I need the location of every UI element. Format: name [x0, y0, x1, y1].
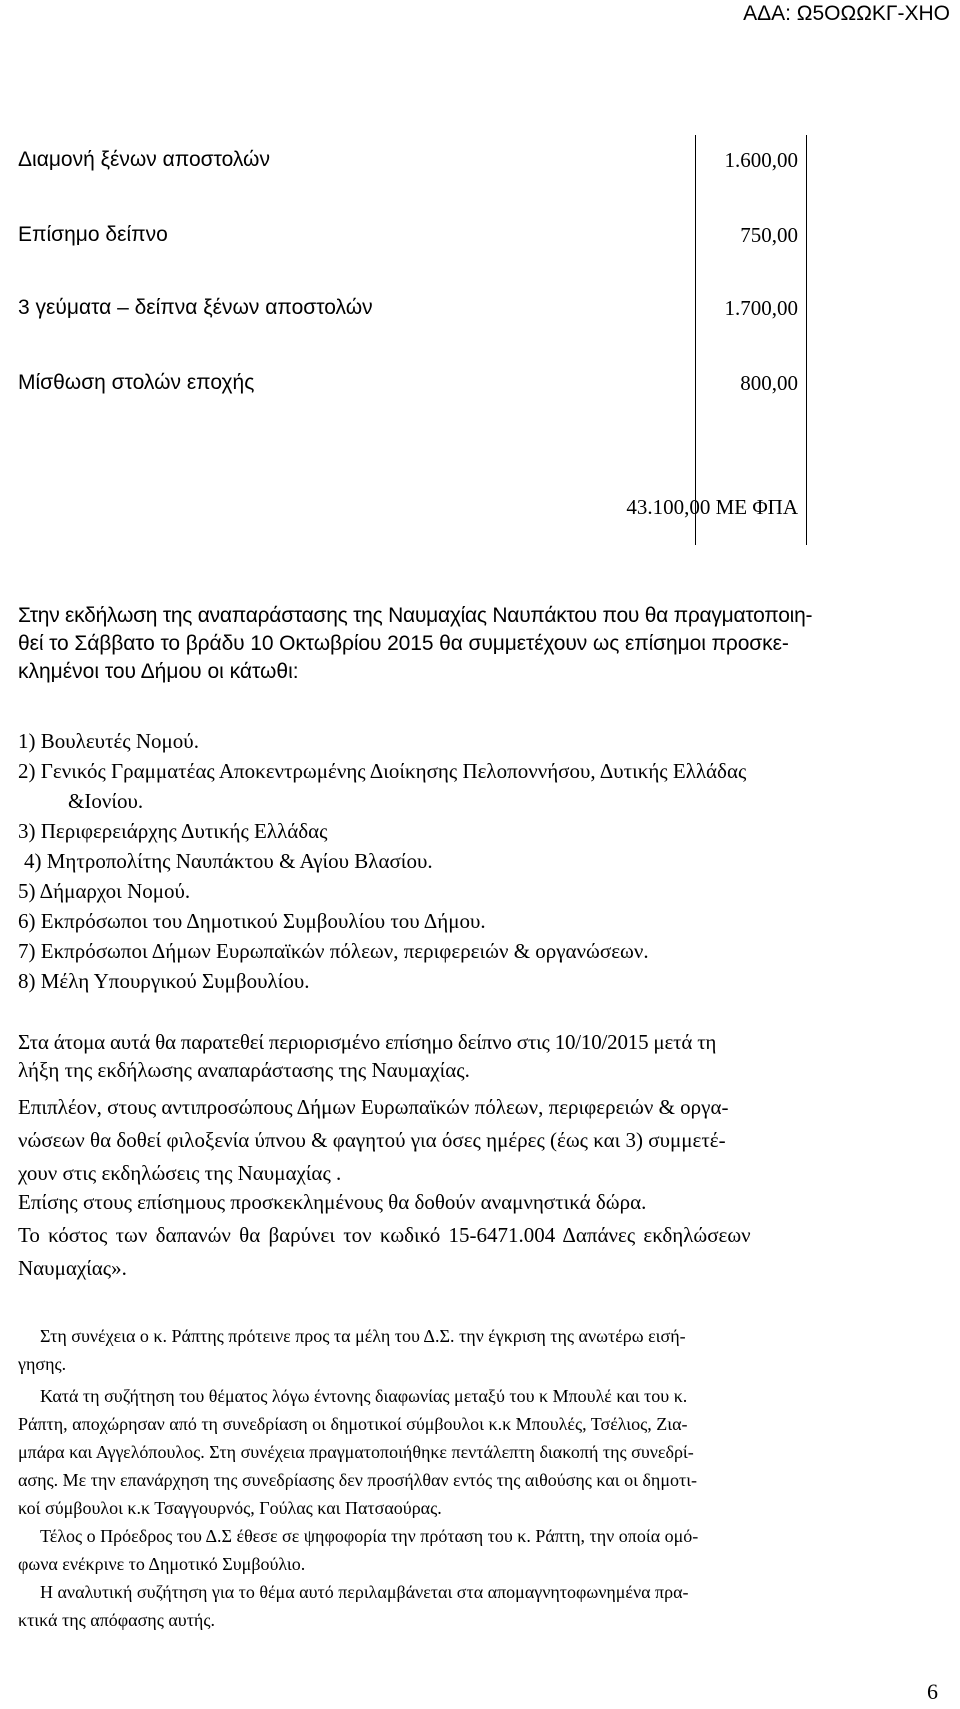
cost-label: Διαμονή ξένων αποστολών [18, 148, 270, 171]
text-line: θεί το Σάββατο το βράδυ 10 Οκτωβρίου 2015 θα συμμετέχουν ως επίσημοι προσκε- [18, 632, 789, 655]
table-border-left [695, 135, 696, 545]
list-item: 1) Βουλευτές Νομού. [18, 729, 199, 753]
list-item: 2) Γενικός Γραμματέας Αποκεντρωμένης Διοίκησης Πελοποννήσου, Δυτικής Ελλάδας [18, 759, 747, 783]
list-item: 6) Εκπρόσωποι του Δημοτικού Συμβουλίου του Δήμου. [18, 909, 486, 933]
list-item: 7) Εκπρόσωποι Δήμων Ευρωπαϊκών πόλεων, περιφερειών & οργανώσεων. [18, 939, 649, 963]
cost-row [18, 296, 798, 324]
text-line: Το κόστος των δαπανών θα βαρύνει τον κωδικό 15-6471.004 Δαπάνες εκδηλώσεων [18, 1223, 751, 1247]
hospitality-paragraph [18, 1093, 950, 1283]
guest-list [18, 726, 950, 996]
text-line: Επιπλέον, στους αντιπροσώπους Δήμων Ευρωπαϊκών πόλεων, περιφερειών & οργα- [18, 1095, 729, 1119]
list-item: 3) Περιφερειάρχης Δυτικής Ελλάδας [18, 819, 328, 843]
list-item: 5) Δήμαρχοι Νομού. [18, 879, 191, 903]
text-line: Τέλος ο Πρόεδρος του Δ.Σ έθεσε σε ψηφοφορία την πρόταση του κ. Ράπτη, την οποία ομό- [40, 1526, 699, 1546]
cost-label: 3 γεύματα – δείπνα ξένων αποστολών [18, 296, 373, 319]
list-item: 8) Μέλη Υπουργικού Συμβουλίου. [18, 969, 310, 993]
minutes-paragraph [18, 1322, 950, 1634]
text-line: χουν στις εκδηλώσεις της Ναυμαχίας . [18, 1161, 342, 1185]
ada-code: ΑΔΑ: Ω5ΟΩΩΚΓ-ΧΗΟ [743, 2, 950, 25]
text-line: γησης. [18, 1354, 67, 1374]
cost-amount: 1.600,00 [724, 148, 798, 172]
list-item: &Ιονίου. [68, 789, 144, 813]
text-line: Η αναλυτική συζήτηση για το θέμα αυτό περιλαμβάνεται στα απομαγνητοφωνημένα πρα- [40, 1582, 689, 1602]
text-line: Ναυμαχίας». [18, 1256, 127, 1280]
list-item: 4) Μητροπολίτης Ναυπάκτου & Αγίου Βλασίου. [24, 849, 433, 873]
cost-amount: 800,00 [740, 371, 798, 395]
cost-label: Επίσημο δείπνο [18, 223, 168, 246]
dinner-paragraph [18, 1028, 950, 1084]
cost-row [18, 148, 798, 176]
text-line: κτικά της απόφασης αυτής. [18, 1610, 215, 1630]
text-line: ασης. Με την επανάρχηση της συνεδρίασης δεν προσήλθαν εντός της αιθούσης και οι δημοτι- [18, 1470, 698, 1490]
intro-paragraph [18, 602, 950, 686]
cost-amount: 750,00 [740, 223, 798, 247]
cost-row [18, 371, 798, 399]
cost-label: Μίσθωση στολών εποχής [18, 371, 255, 394]
text-line: Στην εκδήλωση της αναπαράστασης της Ναυμαχίας Ναυπάκτου που θα πραγματοποιη- [18, 604, 813, 627]
text-line: Ράπτη, αποχώρησαν από τη συνεδρίαση οι δημοτικοί σύμβουλοι κ.κ Μπουλές, Τσέλιος, Ζια- [18, 1414, 688, 1434]
text-line: μπάρα και Αγγελόπουλος. Στη συνέχεια πραγματοποιήθηκε πεντάλεπτη διακοπή της συνεδρί- [18, 1442, 694, 1462]
text-line: Επίσης στους επίσημους προσκεκλημένους θα δοθούν αναμνηστικά δώρα. [18, 1190, 647, 1214]
text-line: κοί σύμβουλοι κ.κ Τσαγγουρνός, Γούλας και Πατσαούρας. [18, 1498, 442, 1518]
cost-amount: 1.700,00 [724, 296, 798, 320]
text-line: Στα άτομα αυτά θα παρατεθεί περιορισμένο επίσημο δείπνο στις 10/10/2015 μετά τη [18, 1030, 717, 1054]
text-line: λήξη της εκδήλωσης αναπαράστασης της Ναυμαχίας. [18, 1058, 470, 1082]
text-line: φωνα ενέκρινε το Δημοτικό Συμβούλιο. [18, 1554, 306, 1574]
table-border-right [806, 135, 807, 545]
text-line: Κατά τη συζήτηση του θέματος λόγω έντονης διαφωνίας μεταξύ του κ Μπουλέ και του κ. [40, 1386, 688, 1406]
cost-row [18, 223, 798, 251]
cost-total: 43.100,00 ΜΕ ΦΠΑ [626, 495, 798, 519]
text-line: κλημένοι του Δήμου οι κάτωθι: [18, 660, 299, 683]
text-line: νώσεων θα δοθεί φιλοξενία ύπνου & φαγητού για όσες ημέρες (έως και 3) συμμετέ- [18, 1128, 726, 1152]
text-line: Στη συνέχεια ο κ. Ράπτης πρότεινε προς τα μέλη του Δ.Σ. την έγκριση της ανωτέρω εισή- [40, 1326, 686, 1346]
page-number: 6 [927, 1679, 938, 1704]
